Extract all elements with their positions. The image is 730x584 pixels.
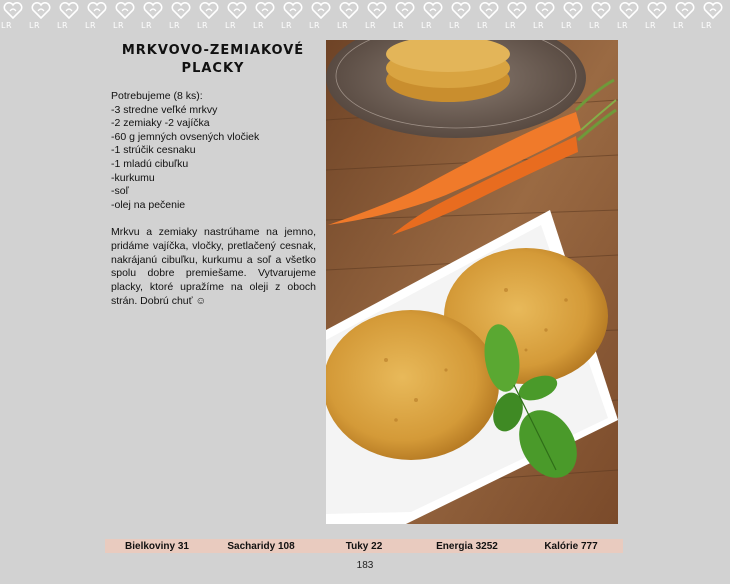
logo-text: LR <box>225 21 237 30</box>
logo-text: LR <box>589 21 601 30</box>
heart-logo-icon <box>56 0 84 34</box>
nutrition-bar <box>105 539 623 553</box>
logo-text: LR <box>477 21 489 30</box>
heart-logo-icon <box>336 0 364 34</box>
logo-text: LR <box>113 21 125 30</box>
recipe-page <box>0 34 730 584</box>
logo-text: LR <box>645 21 657 30</box>
nutrition-protein: Bielkoviny 31 <box>125 540 189 552</box>
logo-text: LR <box>561 21 573 30</box>
page-number: 183 <box>356 560 374 571</box>
nutrition-fat: Tuky 22 <box>345 540 383 552</box>
heart-logo-icon <box>560 0 588 34</box>
ingredient-item: -3 stredne veľké mrkvy <box>111 103 218 116</box>
logo-text: LR <box>421 21 433 30</box>
heart-logo-icon <box>616 0 644 34</box>
ingredient-item: -1 mladú cibuľku <box>111 157 189 170</box>
ingredient-item: -olej na pečenie <box>111 198 186 211</box>
logo-text: LR <box>1 21 13 30</box>
logo-text: LR <box>309 21 321 30</box>
logo-text: LR <box>281 21 293 30</box>
ingredient-item: -soľ <box>111 185 129 198</box>
logo-text: LR <box>29 21 41 30</box>
heart-logo-icon <box>364 0 392 34</box>
heart-logo-icon <box>700 0 728 34</box>
ingredient-item: -kurkumu <box>111 171 155 184</box>
heart-logo-icon <box>532 0 560 34</box>
heart-logo-icon <box>504 0 532 34</box>
heart-logo-icon <box>224 0 252 34</box>
heart-logo-icon <box>112 0 140 34</box>
heart-logo-icon <box>644 0 672 34</box>
heart-logo-icon <box>140 0 168 34</box>
logo-text: LR <box>57 21 69 30</box>
logo-text: LR <box>141 21 153 30</box>
logo-text: LR <box>617 21 629 30</box>
heart-logo-icon <box>280 0 308 34</box>
logo-text: LR <box>169 21 181 30</box>
logo-text: LR <box>449 21 461 30</box>
logo-text: LR <box>393 21 405 30</box>
logo-text: LR <box>701 21 713 30</box>
logo-text: LR <box>533 21 545 30</box>
recipe-title <box>108 42 318 78</box>
recipe-title-line-1: MRKVOVO-ZEMIAKOVÉ <box>121 43 305 58</box>
heart-logo-icon <box>168 0 196 34</box>
nutrition-carbs: Sacharidy 108 <box>227 540 295 552</box>
nutrition-calories: Kalórie 777 <box>544 540 598 552</box>
recipe-title-line-2: PLACKY <box>181 61 245 76</box>
heart-logo-icon <box>448 0 476 34</box>
food-photo <box>326 40 618 524</box>
nutrition-energy: Energia 3252 <box>436 540 498 552</box>
logo-text: LR <box>253 21 265 30</box>
heart-logo-icon <box>252 0 280 34</box>
logo-text: LR <box>197 21 209 30</box>
heart-logo-icon <box>308 0 336 34</box>
header-banner <box>0 0 730 34</box>
ingredient-item: -2 zemiaky -2 vajíčka <box>111 117 210 130</box>
heart-logo-icon <box>588 0 616 34</box>
heart-logo-icon <box>84 0 112 34</box>
logo-text: LR <box>85 21 97 30</box>
heart-logo-icon <box>28 0 56 34</box>
ingredient-item: -60 g jemných ovsených vločiek <box>111 130 260 143</box>
logo-text: LR <box>337 21 349 30</box>
ingredients-list <box>111 90 321 212</box>
method-text: Mrkvu a zemiaky nastrúhame na jemno, pridáme vajíčka, vločky, pretlačený cesnak, nakrájanú cibuľku, kurkumu a soľ a všetko spolu dobre premiešame. Vytvarujeme placky, ktoré upražíme na oleji z oboch strán. Dobrú chuť ☺ <box>111 226 316 307</box>
heart-logo-icon <box>0 0 28 34</box>
heart-logo-icon <box>476 0 504 34</box>
heart-logo-icon <box>672 0 700 34</box>
logo-text: LR <box>505 21 517 30</box>
ingredient-item: -1 strúčik cesnaku <box>111 144 196 157</box>
logo-text: LR <box>673 21 685 30</box>
heart-logo-icon <box>420 0 448 34</box>
ingredients-heading: Potrebujeme (8 ks): <box>111 90 203 102</box>
heart-logo-icon <box>196 0 224 34</box>
logo-text: LR <box>365 21 377 30</box>
heart-logo-icon <box>392 0 420 34</box>
